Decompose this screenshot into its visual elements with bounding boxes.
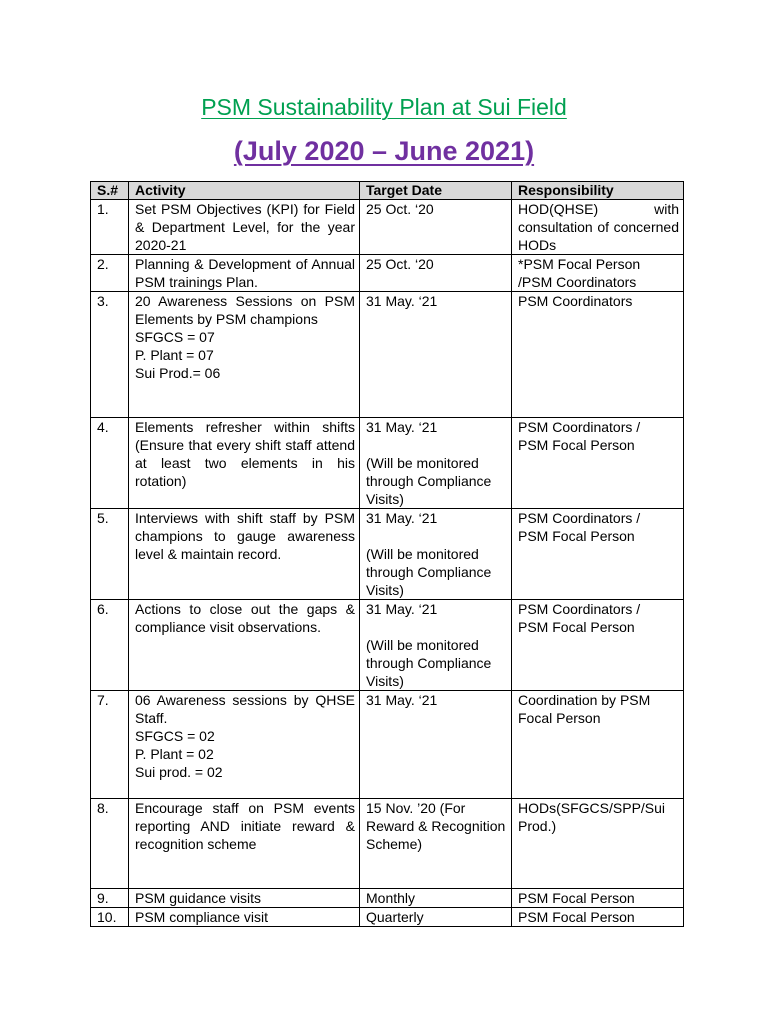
cell-serial: 2. bbox=[91, 255, 129, 292]
header-responsibility: Responsibility bbox=[512, 182, 684, 200]
cell-responsibility: PSM Focal Person bbox=[512, 908, 684, 927]
cell-target-date: Monthly bbox=[360, 889, 512, 908]
table-row bbox=[91, 691, 684, 799]
header-target-date: Target Date bbox=[360, 182, 512, 200]
date-gap bbox=[366, 436, 507, 454]
table-row bbox=[91, 889, 684, 908]
cell-target-date: 25 Oct. ‘20 bbox=[360, 255, 512, 292]
responsibility-line: /PSM Coordinators bbox=[518, 274, 637, 290]
cell-activity: PSM compliance visit bbox=[129, 908, 360, 927]
cell-activity: Interviews with shift staff by PSM champions to gauge awareness level & maintain record. bbox=[129, 509, 360, 600]
table-row bbox=[91, 200, 684, 255]
responsibility-line: PSM Coordinators / bbox=[518, 419, 641, 435]
cell-target-date: 31 May. ‘21 bbox=[360, 292, 512, 418]
cell-target-date bbox=[360, 509, 512, 600]
cell-target-date: Quarterly bbox=[360, 908, 512, 927]
cell-serial: 1. bbox=[91, 200, 129, 255]
date-note: (Will be monitored through Compliance Visits) bbox=[366, 546, 492, 598]
cell-target-date bbox=[360, 600, 512, 691]
cell-serial: 10. bbox=[91, 908, 129, 927]
cell-activity: Actions to close out the gaps & compliance visit observations. bbox=[129, 600, 360, 691]
table-row bbox=[91, 509, 684, 600]
table-row bbox=[91, 908, 684, 927]
cell-serial: 9. bbox=[91, 889, 129, 908]
date-line: 31 May. ‘21 bbox=[366, 510, 438, 526]
header-activity: Activity bbox=[129, 182, 360, 200]
cell-serial: 5. bbox=[91, 509, 129, 600]
activity-line: P. Plant = 02 bbox=[135, 746, 214, 762]
table-row bbox=[91, 292, 684, 418]
activity-line: Sui prod. = 02 bbox=[135, 764, 223, 780]
cell-activity: Set PSM Objectives (KPI) for Field & Department Level, for the year 2020-21 bbox=[129, 200, 360, 255]
table-row bbox=[91, 418, 684, 509]
activity-line: SFGCS = 02 bbox=[135, 728, 215, 744]
cell-serial: 6. bbox=[91, 600, 129, 691]
table-row bbox=[91, 600, 684, 691]
cell-serial: 4. bbox=[91, 418, 129, 509]
date-note: (Will be monitored through Compliance Visits) bbox=[366, 637, 492, 689]
cell-responsibility bbox=[512, 418, 684, 509]
cell-activity: Planning & Development of Annual PSM trainings Plan. bbox=[129, 255, 360, 292]
activity-text: 06 Awareness sessions by QHSE Staff. bbox=[135, 692, 355, 726]
activity-line: SFGCS = 07 bbox=[135, 329, 215, 345]
document-subtitle: (July 2020 – June 2021) bbox=[233, 136, 535, 166]
cell-responsibility: PSM Coordinators bbox=[512, 292, 684, 418]
activity-line: Sui Prod.= 06 bbox=[135, 365, 221, 381]
cell-activity: Elements refresher within shifts (Ensure that every shift staff attend at least two elements in his rotation) bbox=[129, 418, 360, 509]
document-title: PSM Sustainability Plan at Sui Field bbox=[201, 94, 567, 120]
date-line: 31 May. ‘21 bbox=[366, 601, 438, 617]
cell-responsibility bbox=[512, 600, 684, 691]
date-note: (Will be monitored through Compliance Visits) bbox=[366, 455, 492, 507]
cell-responsibility bbox=[512, 509, 684, 600]
cell-serial: 3. bbox=[91, 292, 129, 418]
cell-responsibility: HOD(QHSE) with consultation of concerned HODs bbox=[512, 200, 684, 255]
header-serial: S.# bbox=[91, 182, 129, 200]
cell-serial: 8. bbox=[91, 799, 129, 889]
cell-target-date: 15 Nov. ’20 (For Reward & Recognition Scheme) bbox=[360, 799, 512, 889]
cell-responsibility: PSM Focal Person bbox=[512, 889, 684, 908]
cell-target-date: 31 May. ‘21 bbox=[360, 691, 512, 799]
cell-activity bbox=[129, 292, 360, 418]
responsibility-line: PSM Coordinators / bbox=[518, 510, 641, 526]
cell-activity bbox=[129, 691, 360, 799]
cell-responsibility bbox=[512, 255, 684, 292]
table-row bbox=[91, 799, 684, 889]
cell-target-date: 25 Oct. ‘20 bbox=[360, 200, 512, 255]
plan-table bbox=[90, 181, 684, 927]
cell-activity: Encourage staff on PSM events reporting AND initiate reward & recognition scheme bbox=[129, 799, 360, 889]
responsibility-line: PSM Coordinators / bbox=[518, 601, 641, 617]
responsibility-line: PSM Focal Person bbox=[518, 619, 635, 635]
responsibility-line: PSM Focal Person bbox=[518, 437, 635, 453]
table-row bbox=[91, 255, 684, 292]
date-line: 31 May. ‘21 bbox=[366, 419, 438, 435]
cell-responsibility: HODs(SFGCS/SPP/Sui Prod.) bbox=[512, 799, 684, 889]
responsibility-line: PSM Focal Person bbox=[518, 528, 635, 544]
table-header-row bbox=[91, 182, 684, 200]
date-gap bbox=[366, 618, 507, 636]
cell-target-date bbox=[360, 418, 512, 509]
cell-responsibility: Coordination by PSM Focal Person bbox=[512, 691, 684, 799]
date-gap bbox=[366, 527, 507, 545]
responsibility-line: *PSM Focal Person bbox=[518, 256, 641, 272]
cell-activity: PSM guidance visits bbox=[129, 889, 360, 908]
cell-serial: 7. bbox=[91, 691, 129, 799]
activity-text: 20 Awareness Sessions on PSM Elements by PSM champions bbox=[135, 293, 355, 327]
activity-line: P. Plant = 07 bbox=[135, 347, 214, 363]
